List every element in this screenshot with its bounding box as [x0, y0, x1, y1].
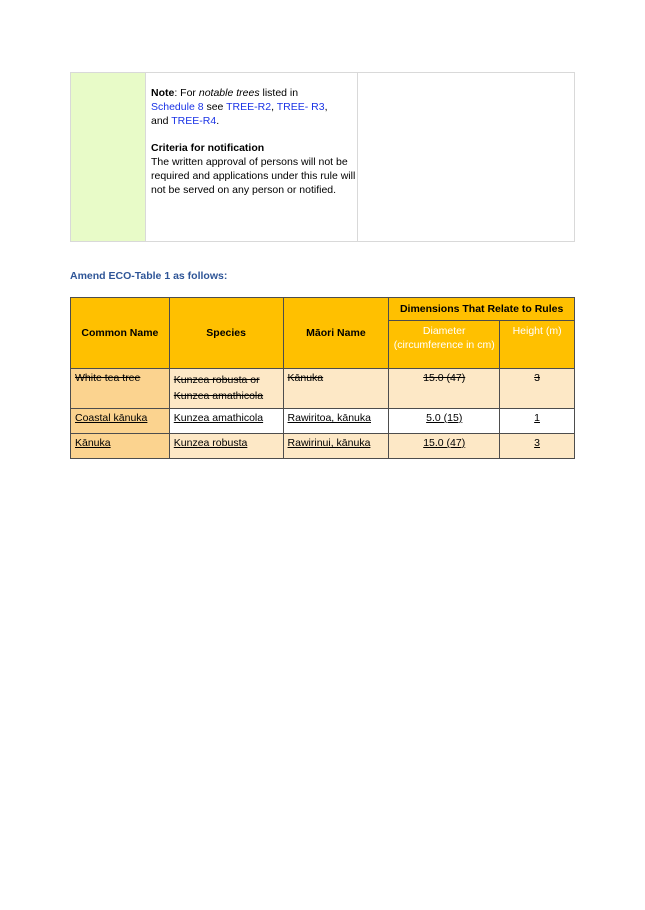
tree-r2-link[interactable]: TREE-R2 [226, 101, 272, 113]
table-row [71, 409, 575, 434]
cell-diameter: 5.0 (15) [389, 409, 500, 434]
comma-1: , [271, 101, 277, 113]
note-colon: : For [174, 87, 199, 99]
header-species: Species [169, 298, 283, 369]
rule-table-empty-cell [358, 73, 574, 241]
amend-heading: Amend ECO-Table 1 as follows: [70, 270, 228, 282]
tree-r4-link[interactable]: TREE-R4 [171, 115, 217, 127]
criteria-heading: Criteria for notification [151, 142, 265, 154]
cell-species: Kunzea robusta or Kunzea amathicola [169, 369, 283, 409]
tree-r3-link[interactable]: TREE- R3 [276, 101, 325, 113]
cell-maori: Rawiritoa, kānuka [283, 409, 389, 434]
note-rest: listed in [259, 87, 299, 99]
cell-common: Coastal kānuka [71, 409, 170, 434]
cell-height: 3 [500, 369, 575, 409]
schedule-8-link[interactable]: Schedule 8 [151, 101, 204, 113]
cell-species: Kunzea robusta [169, 434, 283, 459]
note-label: Note [151, 87, 175, 99]
rule-table-text-cell [146, 73, 358, 241]
header-diameter: Diameter (circumference in cm) [389, 321, 500, 369]
cell-diameter: 15.0 (47) [389, 434, 500, 459]
table-row [71, 434, 575, 459]
note-italic: notable trees [198, 87, 260, 99]
and-text: and [151, 115, 172, 127]
criteria-text: The written approval of persons will not be required and applications under this rule will not be served on any person or notified. [151, 156, 356, 196]
cell-diameter: 15.0 (47) [389, 369, 500, 409]
cell-common: Kānuka [71, 434, 170, 459]
cell-maori: Rawirinui, kānuka [283, 434, 389, 459]
cell-common: White tea tree [71, 369, 170, 409]
cell-height: 3 [500, 434, 575, 459]
cell-species: Kunzea amathicola [169, 409, 283, 434]
rule-table-status-column [71, 73, 146, 241]
table-row [71, 369, 575, 409]
note-paragraph [151, 86, 357, 128]
cell-maori: Kānuka [283, 369, 389, 409]
header-height: Height (m) [500, 321, 575, 369]
eco-table [70, 297, 575, 459]
header-dimensions: Dimensions That Relate to Rules [389, 298, 575, 321]
note-see: see [203, 101, 227, 113]
rule-table [70, 72, 575, 242]
cell-height: 1 [500, 409, 575, 434]
comma-2: , [324, 101, 328, 113]
period: . [216, 115, 220, 127]
header-common-name: Common Name [71, 298, 170, 369]
header-maori-name: Māori Name [283, 298, 389, 369]
